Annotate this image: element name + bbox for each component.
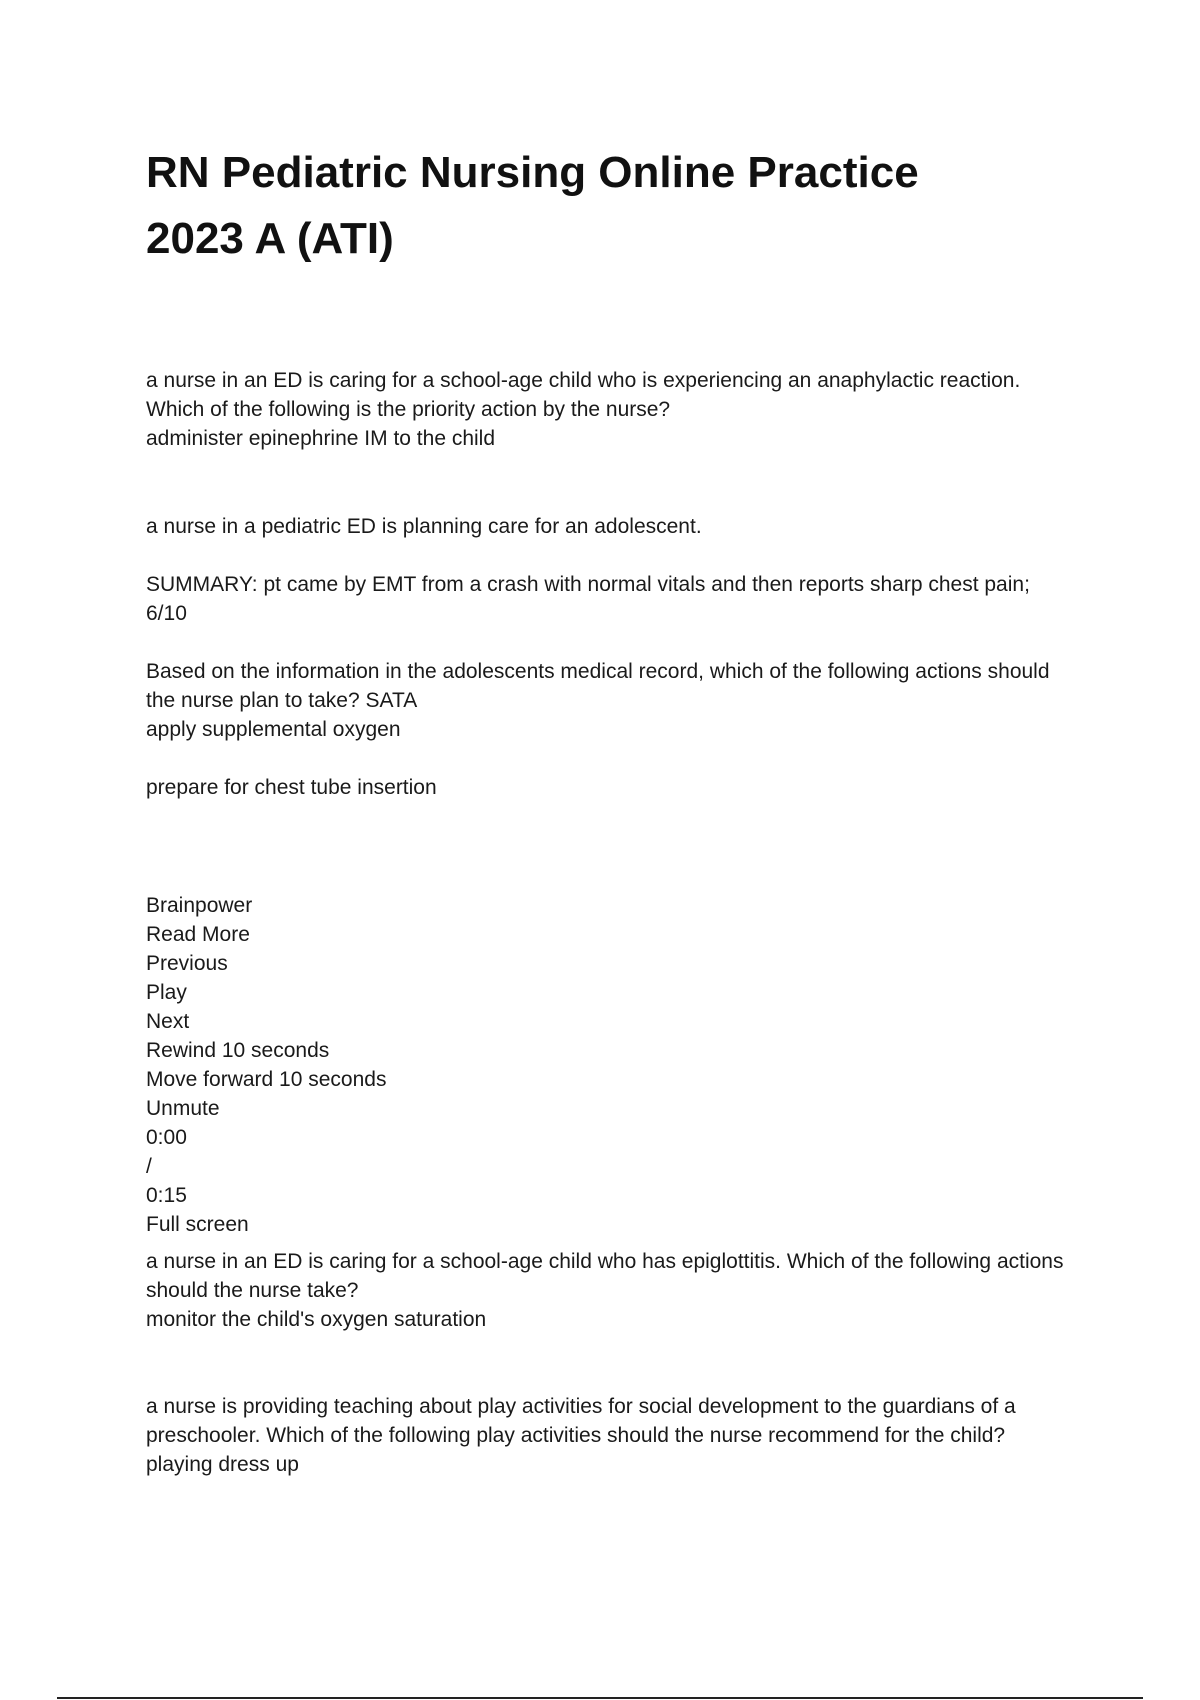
answer-text: monitor the child's oxygen saturation [146,1308,487,1331]
unmute-button[interactable]: Unmute [146,1097,220,1120]
summary-text: SUMMARY: pt came by EMT from a crash with normal vitals and then reports sharp chest pain; 6/10 [146,573,1030,625]
question-text: Based on the information in the adolescents medical record, which of the following actions should the nurse plan to take? SATA [146,660,1050,712]
brainpower-link[interactable]: Brainpower [146,894,253,917]
qa-item-1 [146,366,1066,453]
document-title [146,140,1046,272]
rewind-button[interactable]: Rewind 10 seconds [146,1039,330,1062]
answer-text: playing dress up [146,1453,299,1476]
title-line-1: RN Pediatric Nursing Online Practice [146,148,919,197]
time-separator: / [146,1155,152,1178]
question-text: a nurse in an ED is caring for a school-age child who is experiencing an anaphylactic reaction. Which of the following is the priority action by the nurse? [146,369,1021,421]
duration: 0:15 [146,1184,187,1207]
qa-item-2 [146,512,1066,802]
media-player [146,891,1066,1239]
question-text: a nurse in an ED is caring for a school-age child who has epiglottitis. Which of the following actions should the nurse take? [146,1250,1064,1302]
current-time: 0:00 [146,1126,187,1149]
qa-item-3 [146,1247,1066,1334]
page-bottom-divider [57,1697,1143,1699]
fullscreen-button[interactable]: Full screen [146,1213,249,1236]
play-button[interactable]: Play [146,981,187,1004]
answer-text: administer epinephrine IM to the child [146,427,496,450]
answer-text: apply supplemental oxygen [146,718,401,741]
forward-button[interactable]: Move forward 10 seconds [146,1068,387,1091]
read-more-link[interactable]: Read More [146,923,250,946]
next-button[interactable]: Next [146,1010,190,1033]
title-line-2: 2023 A (ATI) [146,214,394,263]
previous-button[interactable]: Previous [146,952,228,975]
qa-item-4 [146,1392,1066,1479]
question-text: a nurse is providing teaching about play activities for social development to the guardians of a preschooler. Which of the following play activities should the nurse recommend for the child? [146,1395,1016,1447]
question-intro-text: a nurse in a pediatric ED is planning care for an adolescent. [146,515,702,538]
answer-text: prepare for chest tube insertion [146,776,437,799]
